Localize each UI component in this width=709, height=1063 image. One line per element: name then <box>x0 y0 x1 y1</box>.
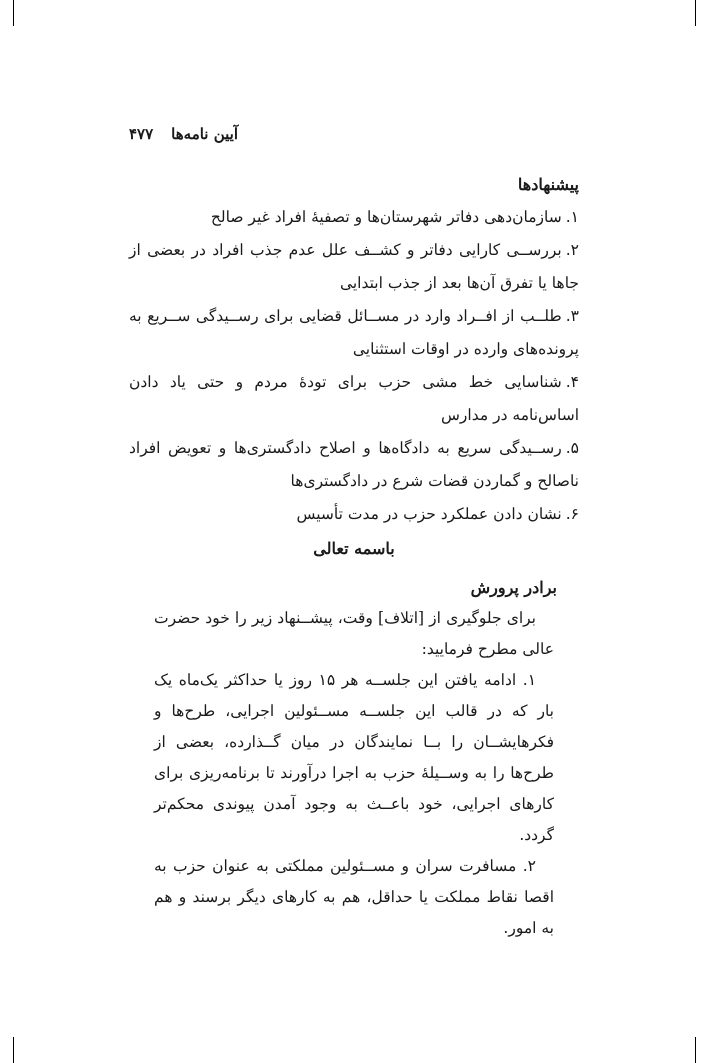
proposal-item <box>129 300 579 366</box>
proposal-number: ۲. <box>565 241 579 259</box>
crop-mark-top-left-vertical <box>13 0 14 26</box>
letter-body <box>154 572 557 944</box>
proposal-text: سازمان‌دهی دفاتر شهرستان‌ها و تصفیهٔ افراد غیر صالح <box>210 208 562 226</box>
proposal-number: ۳. <box>565 307 579 325</box>
proposals-title: پیشنهادها <box>517 175 579 194</box>
crop-mark-bottom-left-vertical <box>13 1037 14 1063</box>
proposal-number: ۶. <box>565 505 579 523</box>
letter-point-text: مسافرت سران و مســئولین مملکتی به عنوان حزب به اقصا نقاط مملکت یا حداقل، هم به کارهای دیگر برسند و هم به امور. <box>154 857 554 937</box>
proposal-number: ۴. <box>565 373 579 391</box>
proposal-text: رســیدگی سریع به دادگاه‌ها و اصلاح دادگستری‌ها و تعویض افراد ناصالح و گماردن قضات شرع در دادگستری‌ها <box>129 439 579 490</box>
proposal-number: ۱. <box>565 208 579 226</box>
proposal-item <box>129 234 579 300</box>
letter-point-text: ادامه یافتن این جلســه هر ۱۵ روز یا حداکثر یک‌ماه یک بار که در قالب این جلســه مســئولین اجرایی، طرح‌ها و فکرهایشــان را بــا نمایندگان در میان گــذارده، بعضی از طرح‌ها را به وســیلهٔ حزب به اجرا درآورند تا برنامه‌ریزی برای کارهای اجرایی، خود باعــث به وجود آمدن پیوندی محکم‌تر گردد. <box>154 671 554 844</box>
proposal-item <box>129 366 579 432</box>
header-book-title: آیین نامه‌ها <box>171 125 238 143</box>
proposals-section <box>129 168 579 531</box>
proposal-text: طلــب از افــراد وارد در مســائل قضایی برای رســیدگی ســریع به پرونده‌های وارده در اوقات استثنایی <box>129 307 579 358</box>
page-number: ۴۷۷ <box>129 125 154 143</box>
running-header <box>129 122 579 146</box>
letter-point-number: ۲. <box>522 857 536 875</box>
crop-mark-top-right-vertical <box>695 0 696 26</box>
proposal-text: شناسایی خط مشی حزب برای تودهٔ مردم و حتی یاد دادن اساس‌نامه در مدارس <box>129 373 579 424</box>
letter-salutation: برادر پرورش <box>470 578 557 597</box>
proposal-item <box>129 201 579 234</box>
letter-intro: برای جلوگیری از [اتلاف] وقت، پیشــنهاد زیر را خود حضرت عالی مطرح فرمایید: <box>154 609 554 658</box>
proposal-number: ۵. <box>565 439 579 457</box>
letter-point <box>154 851 554 944</box>
proposal-item <box>129 432 579 498</box>
letter-heading: باسمه تعالی <box>313 539 395 558</box>
proposal-item <box>129 498 579 531</box>
crop-mark-bottom-right-vertical <box>695 1037 696 1063</box>
proposal-text: بررســی کارایی دفاتر و کشــف علل عدم جذب افراد در بعضی از جاها یا تفرق آن‌ها بعد از جذب ابتدایی <box>129 241 579 292</box>
letter-point-number: ۱. <box>522 671 537 689</box>
letter-point <box>154 665 554 851</box>
proposal-text: نشان دادن عملکرد حزب در مدت تأسیس <box>296 505 562 523</box>
